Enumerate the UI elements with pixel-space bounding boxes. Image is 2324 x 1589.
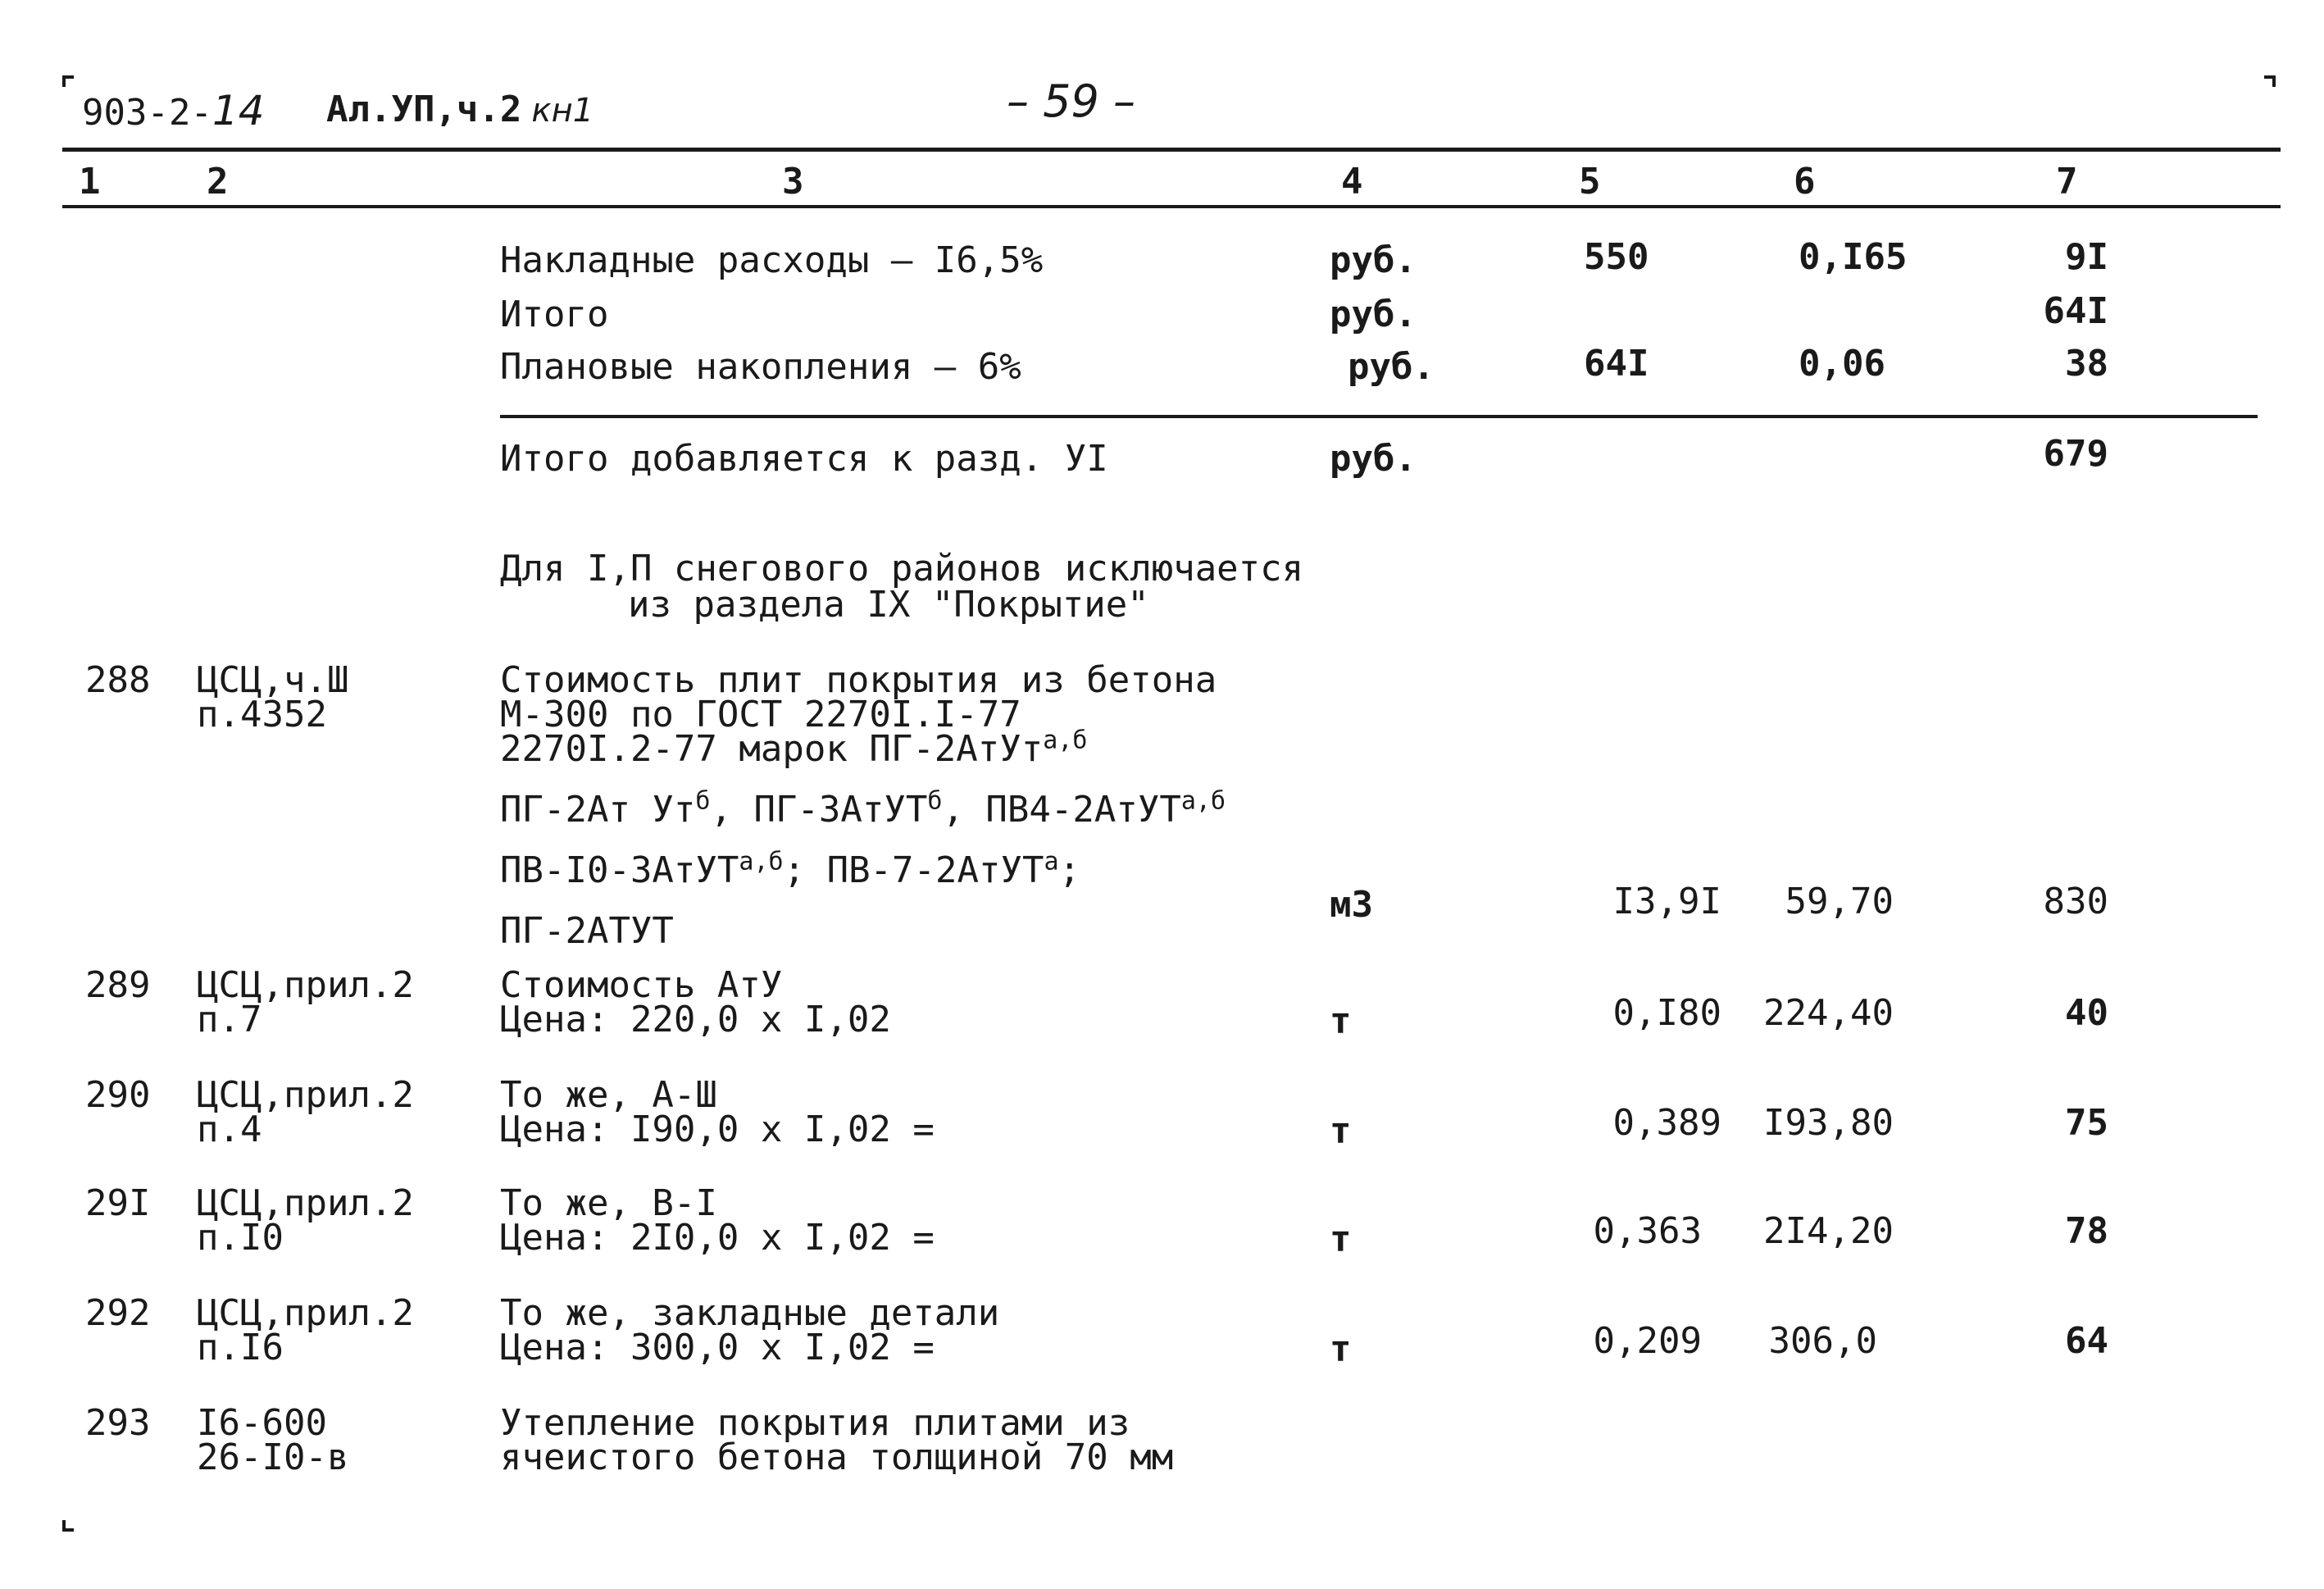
overhead-sum: 9I xyxy=(2065,236,2108,278)
document-code-handwritten: 14 xyxy=(211,87,265,134)
row-290-unit: т xyxy=(1330,1110,1352,1152)
row-290-total: 75 xyxy=(2065,1102,2108,1144)
row-290-description xyxy=(500,1076,935,1150)
album-handwritten: кн1 xyxy=(531,92,594,130)
row-289-description-line: Стоимость АтУ xyxy=(500,964,783,1006)
row-288-description-text: ПВ-I0-3АтУТ xyxy=(500,849,739,891)
row-288-description-line: М-300 по ГОСТ 2270I.I-77 xyxy=(500,694,1021,735)
row-293-number: 293 xyxy=(85,1402,151,1444)
overhead-base: 550 xyxy=(1584,236,1649,278)
column-number-5: 5 xyxy=(1579,161,1601,203)
document-code-prefix: 903-2- xyxy=(82,92,212,134)
row-290-reference-line: п.4 xyxy=(197,1109,262,1150)
row-293-reference-line: 26-I0-в xyxy=(197,1436,349,1478)
row-291-price: 2I4,20 xyxy=(1763,1210,1894,1252)
row-289-total: 40 xyxy=(2065,992,2108,1034)
note-line-2: из раздела IX "Покрытие" xyxy=(628,584,1149,626)
row-292-reference-line: п.I6 xyxy=(197,1327,284,1368)
row-288-description-line xyxy=(500,847,1226,891)
row-288-description-text: , ПВ4-2АтУТ xyxy=(942,789,1181,831)
row-290-number: 290 xyxy=(85,1074,151,1116)
row-292-reference xyxy=(197,1294,414,1368)
row-289-description-line: Цена: 220,0 х I,02 xyxy=(500,999,891,1040)
album-reference xyxy=(326,90,594,130)
row-288-description-text: ; xyxy=(1058,849,1081,891)
savings-label: Плановые накопления – 6% xyxy=(500,346,1021,388)
row-291-number: 29I xyxy=(85,1182,151,1224)
row-288-description-line xyxy=(500,786,1226,831)
row-288-unit: м3 xyxy=(1330,884,1373,926)
row-288-superscript: а xyxy=(1044,847,1059,876)
row-291-total: 78 xyxy=(2065,1210,2108,1252)
overhead-unit: руб. xyxy=(1330,239,1417,281)
row-291-reference xyxy=(197,1184,414,1258)
row-288-superscript: а,б xyxy=(1180,786,1226,816)
row-288-superscript: а,б xyxy=(739,847,784,876)
row-291-reference-line: ЦСЦ,прил.2 xyxy=(197,1182,414,1224)
corner-mark-top-right xyxy=(2264,75,2276,87)
row-288-description-text: ; ПВ-7-2АтУТ xyxy=(783,849,1044,891)
row-288-quantity: I3,9I xyxy=(1612,881,1721,922)
row-291-description-line: То же, В-I xyxy=(500,1182,717,1224)
row-292-description-line: То же, закладные детали xyxy=(500,1292,1000,1334)
row-291-description xyxy=(500,1184,935,1258)
row-288-description-line: ПГ-2АТУТ xyxy=(500,910,674,952)
row-291-unit: т xyxy=(1330,1218,1352,1260)
row-288-description-line: Стоимость плит покрытия из бетона xyxy=(500,659,1217,701)
corner-mark-top-left xyxy=(62,75,74,87)
column-number-6: 6 xyxy=(1794,161,1816,203)
row-290-reference-line: ЦСЦ,прил.2 xyxy=(197,1074,414,1116)
column-number-1: 1 xyxy=(79,161,101,203)
total-label: Итого добавляется к разд. УI xyxy=(500,438,1108,480)
row-293-description-line: Утепление покрытия плитами из xyxy=(500,1402,1130,1444)
row-288-reference-line: ЦСЦ,ч.Ш xyxy=(197,659,349,701)
row-288-superscript: а,б xyxy=(1043,726,1088,755)
row-289-description xyxy=(500,966,891,1040)
subtotal-unit: руб. xyxy=(1330,294,1417,335)
row-292-unit: т xyxy=(1330,1328,1352,1370)
row-288-description-line xyxy=(500,726,1226,770)
row-290-quantity: 0,389 xyxy=(1612,1102,1721,1144)
row-288-description-text: ПГ-2Ат Ут xyxy=(500,789,696,831)
overhead-label: Накладные расходы – I6,5% xyxy=(500,239,1044,281)
row-292-reference-line: ЦСЦ,прил.2 xyxy=(197,1292,414,1334)
row-289-reference-line: п.7 xyxy=(197,999,262,1040)
savings-sum: 38 xyxy=(2065,343,2108,385)
row-288-price: 59,70 xyxy=(1785,881,1894,922)
row-292-quantity: 0,209 xyxy=(1593,1320,1702,1362)
row-288-superscript: б xyxy=(695,786,711,816)
header-rule-top xyxy=(62,148,2281,152)
row-293-description-line: ячеистого бетона толщиной 70 мм xyxy=(500,1436,1174,1478)
overhead-rate: 0,I65 xyxy=(1799,236,1908,278)
row-292-description xyxy=(500,1294,999,1368)
row-288-reference xyxy=(197,661,348,735)
total-rule xyxy=(500,415,2258,418)
row-288-superscript: б xyxy=(927,786,943,816)
row-290-price: I93,80 xyxy=(1763,1102,1894,1144)
header-rule-bottom xyxy=(62,205,2281,208)
row-288-total: 830 xyxy=(2043,881,2108,922)
row-288-description-text: 2270I.2-77 марок ПГ-2АтУт xyxy=(500,728,1044,770)
savings-rate: 0,06 xyxy=(1799,343,1885,385)
row-290-reference xyxy=(197,1076,414,1150)
total-unit: руб. xyxy=(1330,438,1417,480)
row-293-reference xyxy=(197,1404,348,1477)
row-289-price: 224,40 xyxy=(1763,992,1894,1034)
row-288-description xyxy=(500,661,1226,951)
row-292-number: 292 xyxy=(85,1292,151,1334)
row-291-description-line: Цена: 2I0,0 х I,02 = xyxy=(500,1217,935,1259)
row-288-reference-line: п.4352 xyxy=(197,694,327,735)
row-291-reference-line: п.I0 xyxy=(197,1217,284,1259)
row-292-description-line: Цена: 300,0 х I,02 = xyxy=(500,1327,935,1368)
subtotal-label: Итого xyxy=(500,294,609,335)
column-number-4: 4 xyxy=(1341,161,1363,203)
row-288-description-text: , ПГ-3АтУТ xyxy=(710,789,928,831)
note-line-1: Для I,П снегового районов исключается xyxy=(500,548,1304,590)
page-number: – 59 – xyxy=(1007,75,1136,127)
column-number-2: 2 xyxy=(207,161,229,203)
row-289-quantity: 0,I80 xyxy=(1612,992,1721,1034)
row-291-quantity: 0,363 xyxy=(1593,1210,1702,1252)
row-289-reference xyxy=(197,966,414,1040)
row-290-description-line: То же, А-Ш xyxy=(500,1074,717,1116)
subtotal-sum: 64I xyxy=(2043,290,2108,332)
row-289-reference-line: ЦСЦ,прил.2 xyxy=(197,964,414,1006)
corner-mark-bottom-left xyxy=(62,1520,74,1532)
row-289-number: 289 xyxy=(85,964,151,1006)
row-288-number: 288 xyxy=(85,659,151,701)
row-290-description-line: Цена: I90,0 х I,02 = xyxy=(500,1109,935,1150)
document-code xyxy=(82,87,265,134)
savings-unit: руб. xyxy=(1348,346,1435,388)
savings-base: 64I xyxy=(1584,343,1649,385)
row-293-description xyxy=(500,1404,1173,1477)
row-293-reference-line: I6-600 xyxy=(197,1402,327,1444)
column-number-7: 7 xyxy=(2056,161,2078,203)
total-sum: 679 xyxy=(2043,433,2108,475)
row-289-unit: т xyxy=(1330,1000,1352,1042)
album-label: Ал.УП,ч.2 xyxy=(326,89,522,130)
column-number-3: 3 xyxy=(782,161,804,203)
row-292-total: 64 xyxy=(2065,1320,2108,1362)
row-292-price: 306,0 xyxy=(1768,1320,1877,1362)
